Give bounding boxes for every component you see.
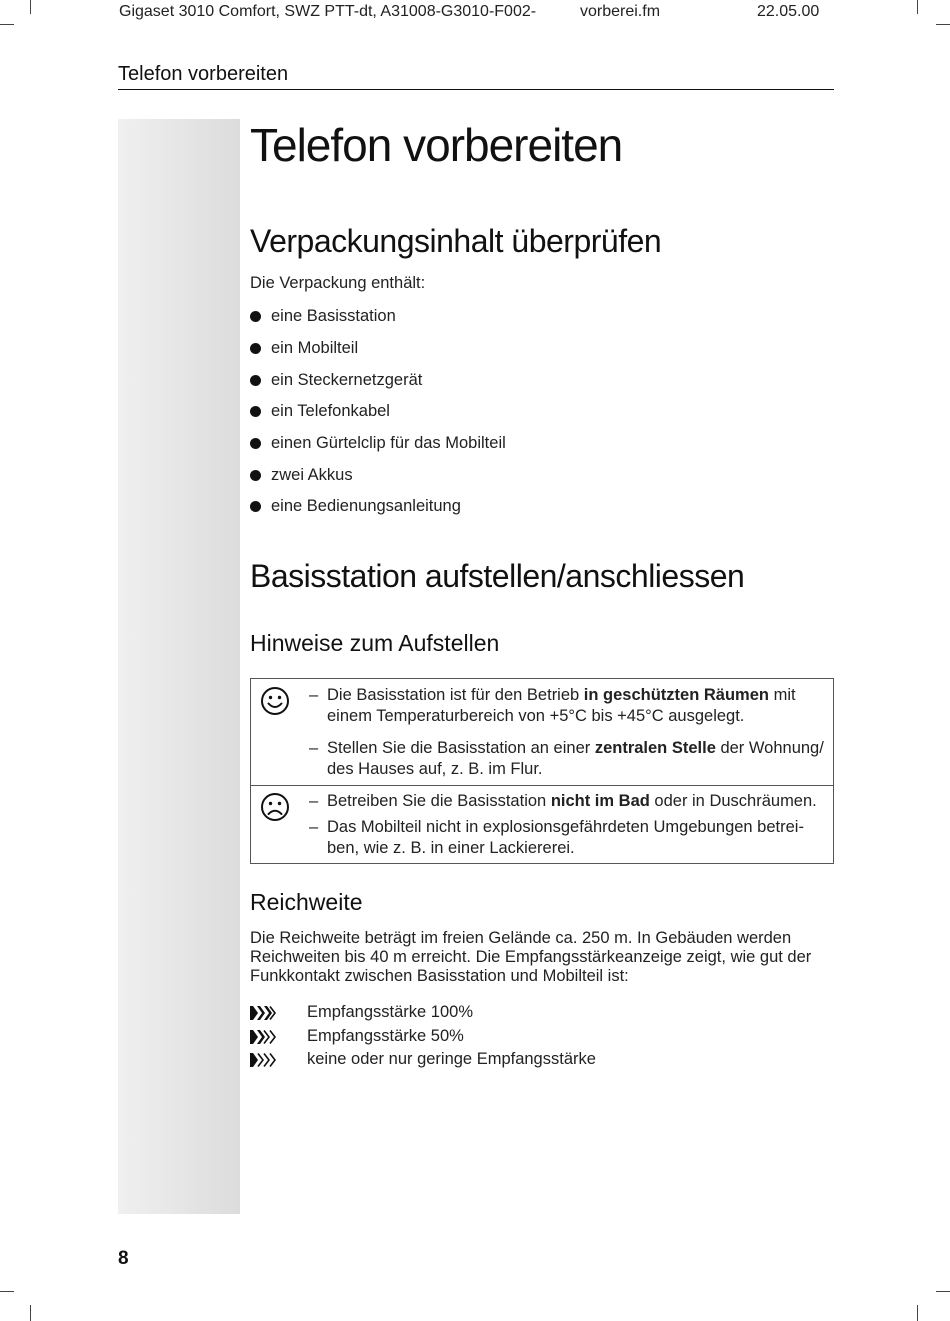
- list-item: einen Gürtelclip für das Mobilteil: [250, 433, 506, 453]
- package-intro: Die Verpackung enthält:: [250, 274, 426, 292]
- header-rule: [118, 89, 834, 90]
- bullet-icon: [250, 438, 261, 449]
- list-item: eine Basisstation: [250, 306, 396, 326]
- bullet-icon: [250, 406, 261, 417]
- signal-strength-half-icon: [250, 1030, 276, 1044]
- smiley-face-icon: [260, 686, 290, 716]
- running-head: Telefon vorbereiten: [118, 63, 289, 85]
- crop-mark-top-right-v: [917, 0, 918, 14]
- frowning-face-icon: [260, 792, 290, 822]
- doc-info: Gigaset 3010 Comfort, SWZ PTT-dt, A31008-G3010-F002-: [119, 3, 537, 20]
- crop-mark-bottom-left-v: [30, 1305, 31, 1321]
- list-item: ein Steckernetzgerät: [250, 370, 422, 390]
- file-name: vorberei.fm: [580, 3, 661, 20]
- crop-mark-bottom-right-h: [936, 1291, 950, 1292]
- list-item: ein Mobilteil: [250, 338, 358, 358]
- crop-mark-top-right-h: [936, 24, 950, 25]
- crop-mark-top-left-v: [30, 0, 31, 14]
- doc-date: 22.05.00: [757, 3, 820, 20]
- negative-hints-row: [251, 785, 833, 863]
- bullet-icon: [250, 311, 261, 322]
- hint-item: – Die Basisstation ist für den Betrieb in geschützten Räumen mit einem Temperaturbereich von +5°C bis +45°C ausgelegt.: [309, 686, 796, 725]
- signal-strength-low-icon: [250, 1053, 276, 1067]
- crop-mark-top-left-h: [0, 24, 14, 25]
- list-item: zwei Akkus: [250, 465, 353, 485]
- range-text: Die Reichweite beträgt im freien Gelände ca. 250 m. In Gebäuden werden Reichweiten bis 40 m erreicht. Die Empfangsstärkeanzeige zeigt, wie gut der Funkkontakt zwischen Basisstation und Mobilteil ist:: [250, 929, 812, 985]
- placement-hints-box: [250, 678, 834, 864]
- bullet-icon: [250, 343, 261, 354]
- subheading-range: Reichweite: [250, 889, 363, 915]
- crop-mark-bottom-right-v: [917, 1305, 918, 1321]
- section-heading-package: Verpackungsinhalt überprüfen: [250, 223, 662, 259]
- margin-column: [118, 119, 240, 1214]
- bullet-icon: [250, 375, 261, 386]
- signal-strength-full-icon: [250, 1006, 276, 1020]
- page-number: 8: [118, 1248, 129, 1269]
- section-heading-base-station: Basisstation aufstellen/anschliessen: [250, 558, 745, 594]
- page-title: Telefon vorbereiten: [250, 119, 623, 171]
- positive-hints-row: [251, 679, 833, 785]
- subheading-placement-hints: Hinweise zum Aufstellen: [250, 630, 500, 656]
- hint-item: – Betreiben Sie die Basisstation nicht im Bad oder in Duschräumen.: [309, 792, 817, 810]
- hint-item: – Das Mobilteil nicht in explosionsgefährdeten Umgebungen betrei-ben, wie z. B. in einer Lackiererei.: [309, 818, 804, 857]
- list-item: ein Telefonkabel: [250, 401, 390, 421]
- bullet-icon: [250, 501, 261, 512]
- list-item: eine Bedienungsanleitung: [250, 496, 461, 516]
- crop-mark-bottom-left-h: [0, 1291, 14, 1292]
- bullet-icon: [250, 470, 261, 481]
- hint-item: – Stellen Sie die Basisstation an einer zentralen Stelle der Wohnung/ des Hauses auf, z. B. im Flur.: [309, 739, 824, 778]
